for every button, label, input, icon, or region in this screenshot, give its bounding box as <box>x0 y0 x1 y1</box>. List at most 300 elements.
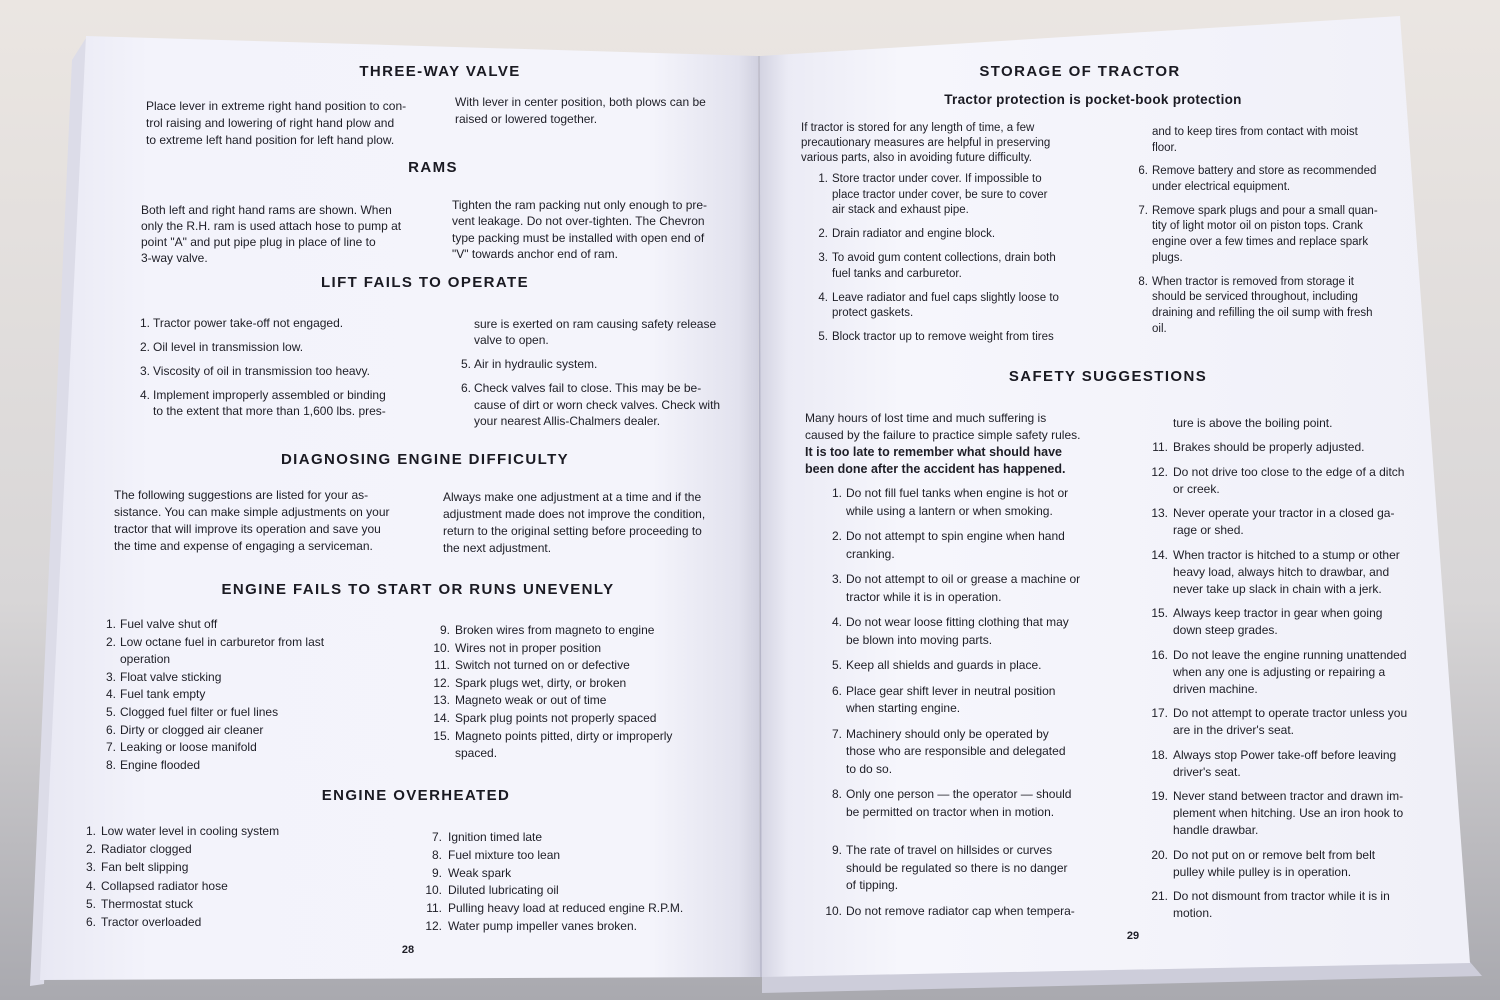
item-text <box>120 757 200 775</box>
text-line: Thermostat stuck <box>101 896 194 911</box>
list-item <box>1148 505 1407 539</box>
section-heading: THREE-WAY VALVE <box>359 63 521 80</box>
text-line: Always keep tractor in gear when going <box>1173 606 1383 620</box>
list-item <box>420 847 683 865</box>
item-number: 7. <box>105 740 116 755</box>
list-item <box>420 900 683 918</box>
text-line: Wires not in proper position <box>455 640 602 655</box>
text-line: Both left and right hand rams are shown. When <box>141 203 392 217</box>
text-line: Machinery should only be operated by <box>846 726 1049 741</box>
section-heading: LIFT FAILS TO OPERATE <box>320 274 529 291</box>
item-text <box>120 686 205 704</box>
text-line: trol raising and lowering of right hand plow and <box>146 115 395 130</box>
item-text <box>832 227 995 243</box>
text-line: of tipping. <box>846 878 899 893</box>
section-heading: ENGINE FAILS TO START OR RUNS UNEVENLY <box>221 581 615 598</box>
list-item <box>100 616 324 634</box>
item-number: 9. <box>439 623 450 637</box>
list-item <box>814 330 1059 346</box>
item-text <box>846 571 1080 606</box>
page-number: 28 <box>401 944 415 956</box>
text-line: Leaking or loose manifold <box>120 740 257 755</box>
text-line: Implement improperly assembled or binding <box>153 388 386 402</box>
item-text <box>832 172 1047 219</box>
text-line: Keep all shields and guards in place. <box>846 658 1042 673</box>
text-line: your nearest Allis-Chalmers dealer. <box>474 414 661 429</box>
text-line: It is too late to remember what should have <box>805 444 1062 459</box>
text-line: Place lever in extreme right hand position to con- <box>146 98 407 113</box>
item-number: 10. <box>433 640 450 655</box>
text-line: Water pump impeller vanes broken. <box>448 918 637 933</box>
list-item <box>455 356 720 373</box>
list-item <box>134 363 386 379</box>
list-item <box>100 704 324 722</box>
item-number <box>1148 415 1173 432</box>
text-line: Switch not turned on or defective <box>455 658 630 673</box>
item-number: 6. <box>105 722 116 737</box>
item-number: 1. <box>105 617 116 631</box>
item-text <box>846 842 1068 895</box>
numbered-list-column-1 <box>822 485 1080 920</box>
list-item <box>1148 747 1407 781</box>
text-line: The rate of travel on hillsides or curves <box>846 843 1053 858</box>
item-text <box>1173 415 1332 432</box>
text-line: when starting engine. <box>846 701 961 716</box>
list-item <box>428 622 672 640</box>
item-text <box>1152 275 1373 338</box>
item-text <box>1173 547 1400 598</box>
list-item <box>1148 888 1407 922</box>
item-number: 5. <box>831 658 842 673</box>
item-text <box>1173 705 1407 739</box>
item-text <box>101 913 201 931</box>
text-line: while using a lantern or when smoking. <box>846 503 1053 518</box>
item-text <box>846 614 1069 649</box>
section-heading: DIAGNOSING ENGINE DIFFICULTY <box>280 451 570 468</box>
text-line: Pulling heavy load at reduced engine R.P.M. <box>448 901 684 916</box>
numbered-list-column-2 <box>420 829 683 936</box>
text-line: Do not put on or remove belt from belt <box>1173 847 1376 862</box>
text-line: are in the driver's seat. <box>1173 723 1295 737</box>
list-item <box>100 722 324 740</box>
text-line: return to the original setting before proceeding to <box>443 524 702 539</box>
text-line: those who are responsible and delegated <box>846 744 1066 759</box>
text-line: type packing must be installed with open end of <box>452 230 705 245</box>
list-item <box>1148 705 1407 739</box>
list-item <box>134 339 386 355</box>
list-item <box>814 227 1059 243</box>
text-line: Drain radiator and engine block. <box>832 228 996 241</box>
list-item <box>100 686 324 704</box>
numbered-list-column-2 <box>1134 125 1378 337</box>
item-number: 7. <box>1138 204 1148 217</box>
item-text <box>101 858 188 876</box>
text-line: Never stand between tractor and drawn im- <box>1173 789 1404 803</box>
text-line: oil. <box>1152 322 1167 335</box>
text-line: pulley while pulley is in operation. <box>1173 864 1352 879</box>
item-text <box>846 903 1075 921</box>
item-text <box>153 387 386 419</box>
item-text <box>1173 464 1404 498</box>
text-line: Tractor power take-off not engaged. <box>153 316 344 330</box>
numbered-list-column-2 <box>1148 415 1407 923</box>
item-number: 6. <box>1138 165 1148 178</box>
list-item <box>428 657 672 675</box>
text-line: Magneto weak or out of time <box>455 693 607 708</box>
text-line: motion. <box>1173 906 1213 920</box>
item-number: 3. <box>105 669 116 684</box>
item-text <box>120 669 221 687</box>
item-number <box>1134 125 1152 141</box>
item-number: 14. <box>1151 547 1168 562</box>
item-text <box>455 675 626 693</box>
text-line: precautionary measures are helpful in preserving <box>801 136 1051 149</box>
section-heading: RAMS <box>408 159 458 176</box>
numbered-list-column-2 <box>455 316 720 430</box>
text-line: Fuel tank empty <box>120 687 206 702</box>
text-line: Do not attempt to oil or grease a machine or <box>846 572 1081 587</box>
item-number: 9. <box>831 843 842 858</box>
item-number: 3. <box>85 860 96 875</box>
text-line: Place gear shift lever in neutral position <box>846 683 1056 698</box>
text-line: Check valves fail to close. This may be be- <box>474 381 702 396</box>
list-item <box>814 291 1059 322</box>
list-item <box>420 829 683 847</box>
item-text <box>120 739 257 757</box>
item-text <box>846 657 1041 675</box>
text-line: Always stop Power take-off before leaving <box>1173 747 1397 762</box>
text-line: Always make one adjustment at a time and if the <box>443 489 702 504</box>
text-line: Low water level in cooling system <box>101 824 280 838</box>
text-line: Diluted lubricating oil <box>448 883 559 898</box>
list-item <box>420 882 683 900</box>
text-line: engine over a few times and replace spark <box>1152 236 1369 249</box>
text-line: Collapsed radiator hose <box>101 878 228 893</box>
text-line: operation <box>120 652 171 667</box>
text-line: Do not wear loose fitting clothing that may <box>846 615 1069 630</box>
text-line: sure is exerted on ram causing safety release <box>474 316 717 331</box>
text-line: With lever in center position, both plows can be <box>455 95 706 109</box>
item-number: 1. <box>139 316 150 330</box>
item-text <box>1173 439 1364 456</box>
text-line: draining and refilling the oil sump with fresh <box>1152 306 1373 319</box>
text-line: The following suggestions are listed for your as- <box>114 487 369 502</box>
list-item <box>1148 847 1407 881</box>
intro-paragraph <box>805 410 1080 444</box>
list-item <box>1134 204 1378 267</box>
item-number: 1. <box>818 173 828 186</box>
list-item <box>822 842 1080 895</box>
text-line: ture is above the boiling point. <box>1173 415 1333 430</box>
item-text <box>455 622 654 640</box>
item-text <box>1173 647 1407 698</box>
list-item <box>428 728 672 763</box>
item-text <box>448 847 560 865</box>
item-number: 4. <box>85 878 96 893</box>
item-text <box>101 840 192 858</box>
item-text <box>448 882 559 900</box>
item-text <box>474 380 720 430</box>
item-text <box>153 363 370 379</box>
item-text <box>1173 505 1394 539</box>
list-item <box>1148 464 1407 498</box>
list-item <box>100 634 324 669</box>
item-text <box>1173 847 1375 881</box>
list-item <box>80 858 279 876</box>
text-line: 3-way valve. <box>141 251 208 265</box>
item-text <box>455 640 601 658</box>
paragraph-column-2 <box>455 94 706 127</box>
list-item <box>428 710 672 728</box>
list-item <box>822 614 1080 649</box>
list-item <box>1134 275 1378 338</box>
text-line: Fan belt slipping <box>101 860 189 875</box>
text-line: sistance. You can make simple adjustments on your <box>114 504 390 519</box>
text-line: "V" towards anchor end of ram. <box>452 246 618 261</box>
list-item <box>814 172 1059 219</box>
text-line: Radiator clogged <box>101 842 192 857</box>
list-item <box>1148 439 1407 456</box>
text-line: When tractor is hitched to a stump or other <box>1173 547 1400 562</box>
text-line: under electrical equipment. <box>1152 181 1291 194</box>
text-line: To avoid gum content collections, drain both <box>832 252 1056 265</box>
item-number: 11. <box>434 658 450 673</box>
text-line: should be serviced throughout, including <box>1152 291 1358 304</box>
text-line: Block tractor up to remove weight from tires <box>832 331 1054 344</box>
text-line: cause of dirt or worn check valves. Check with <box>474 397 721 412</box>
section-heading: STORAGE OF TRACTOR <box>979 63 1181 80</box>
item-number: 7. <box>831 726 842 741</box>
list-item <box>822 485 1080 520</box>
numbered-list-column-1 <box>100 616 324 774</box>
item-number: 5. <box>460 357 471 372</box>
text-line: Ignition timed late <box>448 830 543 844</box>
item-number: 5. <box>818 331 828 344</box>
item-number: 12. <box>433 675 450 690</box>
list-item <box>822 786 1080 821</box>
item-number: 15. <box>1151 606 1168 620</box>
text-line: Do not fill fuel tanks when engine is hot or <box>846 486 1069 501</box>
text-line: handle drawbar. <box>1173 823 1259 837</box>
text-line: Do not leave the engine running unattended <box>1173 647 1407 662</box>
list-item <box>80 822 279 840</box>
item-text <box>448 918 637 936</box>
text-line: to extreme left hand position for left hand plow. <box>146 132 395 147</box>
item-text <box>1152 204 1378 267</box>
item-number: 3. <box>818 252 828 265</box>
item-number: 4. <box>105 687 116 702</box>
item-text <box>120 634 324 669</box>
item-text <box>120 704 278 722</box>
text-line: tity of light motor oil on piston tops. Crank <box>1152 220 1363 233</box>
text-line: adjustment made does not improve the condition, <box>443 506 706 521</box>
text-line: to do so. <box>846 761 893 776</box>
text-line: the time and expense of engaging a serviceman. <box>114 539 373 554</box>
text-line: Broken wires from magneto to engine <box>455 623 655 637</box>
item-number: 8. <box>105 757 116 772</box>
item-number: 11. <box>1152 440 1168 454</box>
item-text <box>846 485 1068 520</box>
text-line: plugs. <box>1152 251 1183 264</box>
paragraph-column-1 <box>146 98 406 149</box>
text-line: down steep grades. <box>1173 623 1278 637</box>
text-line: and to keep tires from contact with moist <box>1152 126 1358 138</box>
list-item <box>1148 605 1407 639</box>
item-number: 14. <box>433 710 450 725</box>
item-text <box>474 356 597 373</box>
item-number: 8. <box>431 847 442 862</box>
section-heading: ENGINE OVERHEATED <box>321 787 511 804</box>
item-text <box>846 683 1055 718</box>
item-text <box>1152 164 1376 195</box>
item-text <box>455 728 672 763</box>
item-number: 6. <box>831 683 842 698</box>
list-item <box>822 683 1080 718</box>
item-number: 2. <box>818 228 828 241</box>
text-line: driver's seat. <box>1173 764 1241 779</box>
text-line: only the R.H. ram is used attach hose to pump at <box>141 219 402 233</box>
text-line: plement when hitching. Use an iron hook to <box>1173 806 1404 820</box>
list-item <box>1148 647 1407 698</box>
item-number: 6. <box>460 381 471 396</box>
text-line: Fuel mixture too lean <box>448 847 561 862</box>
item-text <box>846 726 1066 779</box>
item-text <box>474 316 716 349</box>
item-text <box>1173 788 1403 839</box>
text-line: Dirty or clogged air cleaner <box>120 722 264 737</box>
item-number: 1. <box>831 486 842 501</box>
text-line: Never operate your tractor in a closed ga- <box>1173 506 1395 520</box>
item-text <box>101 895 193 913</box>
list-item <box>428 692 672 710</box>
item-text <box>448 865 511 883</box>
item-text <box>101 877 228 895</box>
numbered-list-column-1 <box>134 315 386 419</box>
text-line: the next adjustment. <box>443 541 552 556</box>
text-line: been done after the accident has happened. <box>805 461 1066 476</box>
list-item <box>822 726 1080 779</box>
list-item <box>1148 788 1407 839</box>
item-number: 12. <box>1151 464 1168 479</box>
list-item <box>134 315 386 331</box>
text-line: Brakes should be properly adjusted. <box>1173 440 1365 454</box>
text-line: Tighten the ram packing nut only enough to pre- <box>452 198 708 212</box>
item-text <box>832 330 1054 346</box>
list-item <box>1134 125 1378 156</box>
list-item <box>822 903 1080 921</box>
text-line: Do not drive too close to the edge of a ditch <box>1173 464 1405 479</box>
item-number: 3. <box>139 364 150 378</box>
item-text <box>1173 888 1390 922</box>
list-item <box>420 865 683 883</box>
list-item <box>80 877 279 895</box>
item-number: 15. <box>433 728 450 743</box>
text-line: Air in hydraulic system. <box>474 357 598 372</box>
item-text <box>455 657 630 675</box>
list-item <box>455 380 720 430</box>
item-number: 4. <box>831 615 842 630</box>
list-item <box>1134 164 1378 195</box>
item-number: 17. <box>1151 706 1168 720</box>
paragraph-column-1 <box>114 487 389 556</box>
text-line: floor. <box>1152 141 1177 154</box>
text-line: raised or lowered together. <box>455 111 598 126</box>
text-line: rage or shed. <box>1173 523 1244 537</box>
item-number: 8. <box>1138 275 1148 288</box>
text-line: Float valve sticking <box>120 669 222 684</box>
item-text <box>832 291 1059 322</box>
item-text <box>846 786 1071 821</box>
item-text <box>455 710 656 728</box>
item-number: 11. <box>426 901 442 916</box>
item-number: 12. <box>425 918 442 933</box>
list-item <box>455 316 720 349</box>
item-number: 13. <box>433 693 450 708</box>
text-line: When tractor is removed from storage it <box>1152 275 1354 288</box>
text-line: to the extent that more than 1,600 lbs. pres- <box>153 404 386 418</box>
emphasis-paragraph <box>805 444 1065 478</box>
paragraph-column-2 <box>443 489 705 558</box>
text-line: never take up slack in chain with a jerk. <box>1173 581 1382 596</box>
text-line: Magneto points pitted, dirty or improperly <box>455 728 673 743</box>
item-text <box>1173 605 1382 639</box>
item-number: 2. <box>831 529 842 544</box>
numbered-list-column-1 <box>814 172 1059 346</box>
list-item <box>1148 415 1407 432</box>
list-item <box>1148 547 1407 598</box>
text-line: Store tractor under cover. If impossible to <box>832 173 1042 186</box>
text-line: be blown into moving parts. <box>846 632 993 647</box>
text-line: tractor while it is in operation. <box>846 589 1002 604</box>
list-item <box>814 251 1059 282</box>
text-line: Remove spark plugs and pour a small quan- <box>1152 204 1378 217</box>
item-number: 19. <box>1151 789 1168 803</box>
item-number: 20. <box>1151 847 1168 862</box>
list-item <box>80 840 279 858</box>
item-number: 2. <box>105 634 116 649</box>
list-item <box>420 918 683 936</box>
numbered-list-column-1 <box>80 822 279 931</box>
text-line: Engine flooded <box>120 757 201 772</box>
item-number: 5. <box>105 704 116 719</box>
item-number: 8. <box>831 787 842 802</box>
list-item <box>100 757 324 775</box>
text-line: Clogged fuel filter or fuel lines <box>120 704 279 719</box>
item-text <box>153 315 343 331</box>
text-line: Fuel valve shut off <box>120 617 218 631</box>
text-line: Spark plug points not properly spaced <box>455 710 657 725</box>
item-number: 18. <box>1151 747 1168 762</box>
text-line: when any one is adjusting or repairing a <box>1173 664 1386 679</box>
text-line: fuel tanks and carburetor. <box>832 267 962 280</box>
text-line: Do not remove radiator cap when tempera- <box>846 903 1075 918</box>
list-item <box>134 387 386 419</box>
list-item <box>822 657 1080 675</box>
text-line: Remove battery and store as recommended <box>1152 165 1377 178</box>
item-number: 4. <box>818 291 828 304</box>
text-line: various parts, also in avoiding future difficulty. <box>801 151 1032 164</box>
text-line: should be regulated so there is no danger <box>846 860 1068 875</box>
item-number: 10. <box>825 903 842 918</box>
item-text <box>101 822 279 840</box>
item-text <box>153 339 303 355</box>
text-line: valve to open. <box>474 333 549 348</box>
text-line: Spark plugs wet, dirty, or broken <box>455 675 627 690</box>
text-line: If tractor is stored for any length of time, a few <box>801 121 1035 134</box>
list-item <box>100 739 324 757</box>
item-text <box>1152 125 1358 156</box>
text-line: air stack and exhaust pipe. <box>832 204 969 217</box>
